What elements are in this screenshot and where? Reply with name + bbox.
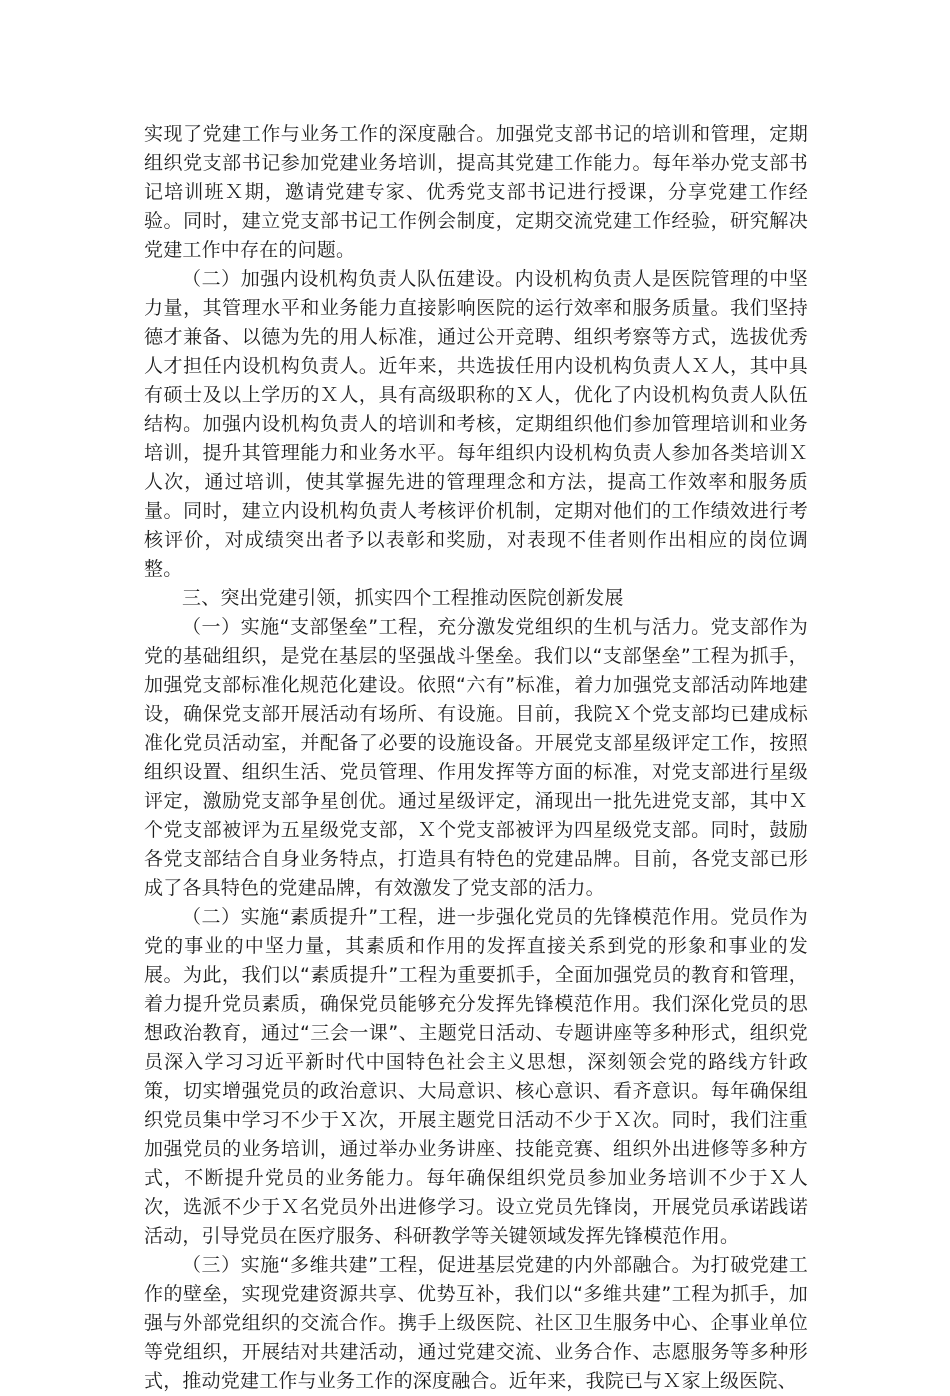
paragraph-continuation: 实现了党建工作与业务工作的深度融合。加强党支部书记的培训和管理，定期组织党支部书记参加党建业务培训，提高其党建工作能力。每年举办党支部书记培训班Ｘ期，邀请党建专家、优秀党支部书记进行授课，分享党建工作经验。同时，建立党支部书记工作例会制度，定期交流党建工作经验，研究解决党建工作中存在的问题。 [144,123,808,261]
paragraph-section-3-3: （三）实施“多维共建”工程，促进基层党建的内外部融合。为打破党建工作的壁垒，实现党建资源共享、优势互补，我们以“多维共建”工程为抓手，加强与外部党组织的交流合作。携手上级医院、社区卫生服务中心、企事业单位等党组织，开展结对共建活动，通过党建交流、业务合作、志愿服务等多种形式，推动党建工作与业务工作的深度融合。近年来，我院已与Ｘ家上级医院、 [144,1254,808,1392]
section-heading-3: 三、突出党建引领，抓实四个工程推动医院创新发展 [182,587,624,609]
paragraph-section-3-2: （二）实施“素质提升”工程，进一步强化党员的先锋模范作用。党员作为党的事业的中坚力量，其素质和作用的发挥直接关系到党的形象和事业的发展。为此，我们以“素质提升”工程为重要抓手，全面加强党员的教育和管理，着力提升党员素质，确保党员能够充分发挥先锋模范作用。我们深化党员的思想政治教育，通过“三会一课”、主题党日活动、专题讲座等多种形式，组织党员深入学习习近平新时代中国特色社会主义思想，深刻领会党的路线方针政策，切实增强党员的政治意识、大局意识、核心意识、看齐意识。每年确保组织党员集中学习不少于Ｘ次，开展主题党日活动不少于Ｘ次。同时，我们注重加强党员的业务培训，通过举办业务讲座、技能竞赛、组织外出进修等多种方式，不断提升党员的业务能力。每年确保组织党员参加业务培训不少于Ｘ人次，选派不少于Ｘ名党员外出进修学习。设立党员先锋岗，开展党员承诺践诺活动，引导党员在医疗服务、科研教学等关键领域发挥先锋模范作用。 [144,906,808,1247]
paragraph-section-2-2: （二）加强内设机构负责人队伍建设。内设机构负责人是医院管理的中坚力量，其管理水平和业务能力直接影响医院的运行效率和服务质量。我们坚持德才兼备、以德为先的用人标准，通过公开竞聘、组织考察等方式，选拔优秀人才担任内设机构负责人。近年来，共选拔任用内设机构负责人Ｘ人，其中具有硕士及以上学历的Ｘ人，具有高级职称的Ｘ人，优化了内设机构负责人队伍结构。加强内设机构负责人的培训和考核，定期组织他们参加管理培训和业务培训，提升其管理能力和业务水平。每年组织内设机构负责人参加各类培训Ｘ人次，通过培训，使其掌握先进的管理理念和方法，提高工作效率和服务质量。同时，建立内设机构负责人考核评价机制，定期对他们的工作绩效进行考核评价，对成绩突出者予以表彰和奖励，对表现不佳者则作出相应的岗位调整。 [144,268,808,580]
paragraph-section-3-1: （一）实施“支部堡垒”工程，充分激发党组织的生机与活力。党支部作为党的基础组织，是党在基层的坚强战斗堡垒。我们以“支部堡垒”工程为抓手，加强党支部标准化规范化建设。依照“六有”标准，着力加强党支部活动阵地建设，确保党支部开展活动有场所、有设施。目前，我院Ｘ个党支部均已建成标准化党员活动室，并配备了必要的设施设备。开展党支部星级评定工作，按照组织设置、组织生活、党员管理、作用发挥等方面的标准，对党支部进行星级评定，激励党支部争星创优。通过星级评定，涌现出一批先进党支部，其中Ｘ个党支部被评为五星级党支部，Ｘ个党支部被评为四星级党支部。同时，鼓励各党支部结合自身业务特点，打造具有特色的党建品牌。目前，各党支部已形成了各具特色的党建品牌，有效激发了党支部的活力。 [144,616,808,899]
document-page [144,120,808,1396]
